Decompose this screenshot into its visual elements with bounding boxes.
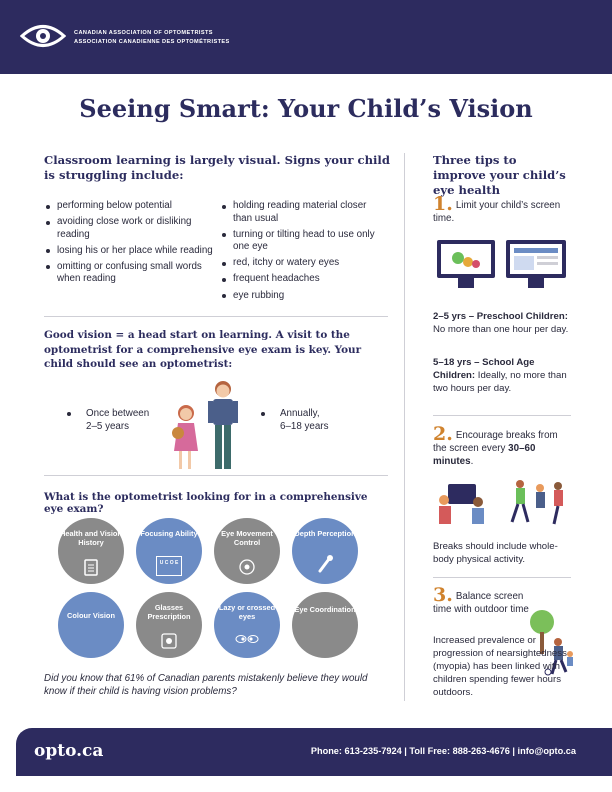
list-item: red, itchy or watery eyes (220, 257, 380, 270)
header-bar (0, 0, 612, 74)
signs-list-right (220, 200, 380, 306)
eye-exam-icon (160, 632, 178, 650)
clipboard-icon (82, 558, 100, 576)
exam-item-colour-vision (58, 592, 124, 658)
exam-item-label: Health and Vision History (60, 529, 122, 547)
teddy-bear-icon (172, 427, 184, 439)
exam-item-label: Glasses Prescription (147, 603, 191, 621)
dropper-icon (316, 554, 334, 574)
footer-bar (16, 728, 612, 776)
tip-text: Encourage breaks from the screen every (433, 430, 558, 454)
tip-text: Limit your child’s screen time. (433, 200, 561, 224)
tip-text-bold: 30–60 minutes (433, 443, 536, 467)
visit-older-line2: 6–18 years (280, 421, 329, 432)
list-item: avoiding close work or disliking reading (44, 216, 214, 241)
exam-item-focusing-ability (136, 518, 202, 584)
visit-young (64, 407, 149, 433)
tip-1 (433, 193, 571, 225)
list-item: frequent headaches (220, 273, 380, 286)
divider (44, 475, 388, 476)
exam-item-label: Colour Vision (67, 611, 115, 620)
list-item: omitting or confusing small words when reading (44, 261, 214, 286)
tip-1-preschool (433, 310, 571, 336)
tip-number: 2. (433, 423, 453, 445)
exam-item-label: Lazy or crossed eyes (218, 603, 276, 621)
column-divider (404, 153, 405, 701)
crossed-eyes-icon (234, 632, 260, 646)
tablet-icon (448, 484, 476, 504)
exam-item-glasses-prescription (136, 592, 202, 658)
association-name-fr: ASSOCIATION CANADIENNE DES OPTOMÉTRISTES (74, 39, 230, 45)
eye-logo-icon (20, 23, 66, 49)
exam-item-health-history (58, 518, 124, 584)
list-item: losing his or her place while reading (44, 245, 214, 258)
exam-question: What is the optometrist looking for in a comprehensive eye exam? (44, 491, 368, 515)
tip-text-end: . (470, 456, 474, 467)
visit-older (258, 407, 328, 433)
eye-movement-icon (238, 558, 256, 576)
list-item: holding reading material closer than usual (220, 200, 380, 225)
eye-chart-icon: U C O E (156, 556, 182, 576)
list-item: turning or tilting head to use only one eye (220, 229, 380, 254)
tip-1-school-age (433, 356, 571, 395)
visit-older-line1: Annually, (280, 408, 320, 419)
exam-item-eye-coordination (292, 592, 358, 658)
tree-icon (530, 610, 554, 634)
tip-2 (433, 423, 571, 468)
divider (433, 577, 571, 578)
list-item: eye rubbing (220, 290, 380, 303)
exam-item-eye-movement (214, 518, 280, 584)
divider (433, 415, 571, 416)
exam-item-label: Focusing Ability (140, 529, 198, 538)
tips-title: Three tips to improve your child’s eye health (433, 153, 566, 197)
screens-illustration (436, 238, 568, 292)
tip-number: 1. (433, 193, 453, 215)
children-illustration (168, 377, 248, 475)
preschool-text: No more than one hour per day. (433, 324, 569, 335)
exam-item-label: Eye Coordination (294, 605, 356, 614)
exam-item-depth-perception (292, 518, 358, 584)
tip-3-note: Increased prevalence or progression of nearsightedness (myopia) has been linked with children spending fewer hours outdoors. (433, 635, 567, 698)
girl-face (180, 408, 192, 420)
association-name-en: CANADIAN ASSOCIATION OF OPTOMETRISTS (74, 30, 213, 36)
divider (44, 316, 388, 317)
caterpillar-icon (452, 252, 464, 264)
association-name (74, 29, 230, 47)
exam-item-label: Eye Movement Control (221, 529, 273, 547)
activity-illustration (434, 476, 568, 530)
signs-intro: Classroom learning is largely visual. Signs your child is struggling include: (44, 153, 390, 182)
boy-shirt (213, 399, 233, 425)
list-item: performing below potential (44, 200, 214, 213)
preschool-label: 2–5 yrs – Preschool Children: (433, 311, 568, 322)
good-vision-text: Good vision = a head start on learning. A visit to the optometrist for a comprehensive eye exam is key. Your child should see an optometrist: (44, 329, 362, 370)
tip-number: 3. (433, 584, 453, 606)
visit-young-line2: 2–5 years (86, 421, 130, 432)
contact-info: Phone: 613-235-7924 | Toll Free: 888-263-4676 | info@opto.ca (310, 746, 576, 756)
exam-item-label: Depth Perception (294, 529, 356, 538)
tip-text: Balance screen time with outdoor time (433, 591, 529, 615)
school-age-text: Ideally, no more than two hours per day. (433, 370, 567, 394)
page-title: Seeing Smart: Your Child’s Vision (79, 94, 533, 123)
tip-2-note: Breaks should include whole-body physical activity. (433, 541, 558, 565)
boy-face (217, 385, 230, 398)
visit-young-line1: Once between (86, 408, 150, 419)
did-you-know: Did you know that 61% of Canadian parents mistakenly believe they would know if their child is having vision problems? (44, 673, 368, 697)
school-age-label: 5–18 yrs – School Age Children: (433, 357, 535, 381)
signs-list-left (44, 200, 214, 290)
exam-item-lazy-crossed-eyes (214, 592, 280, 658)
website-link[interactable]: opto.ca (34, 741, 104, 761)
